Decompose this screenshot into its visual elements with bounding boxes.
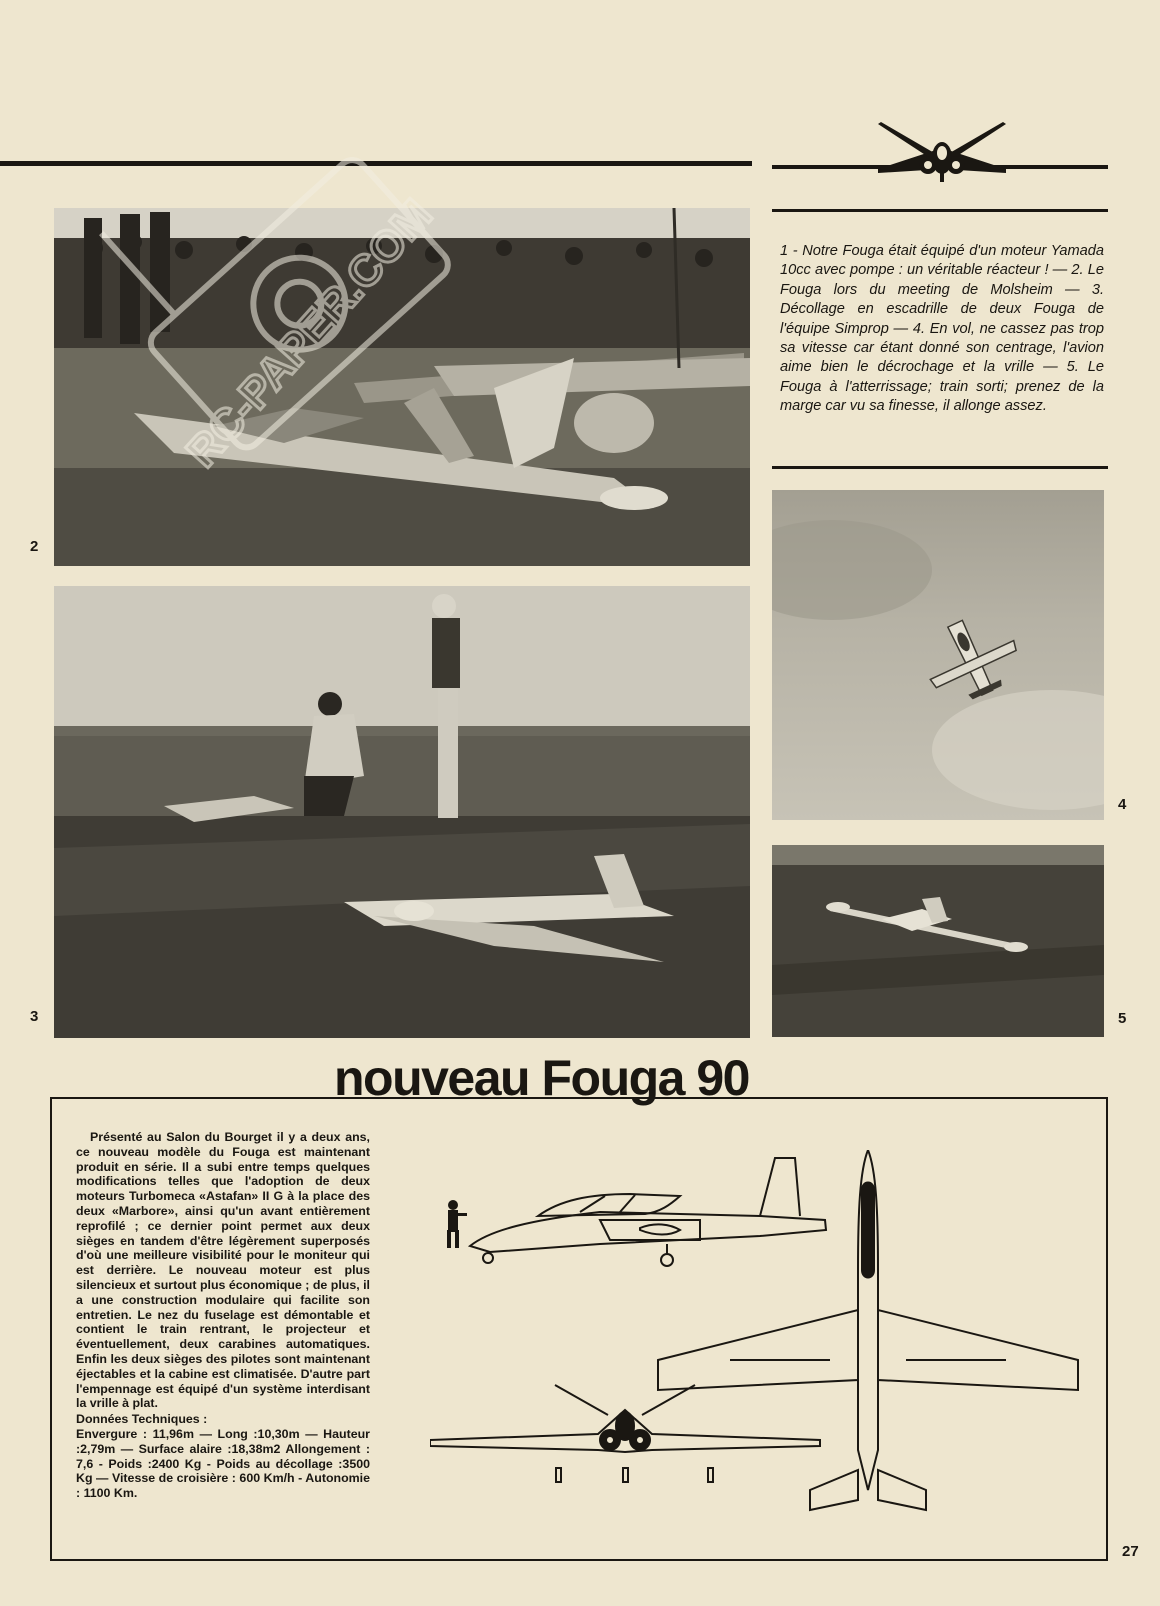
technical-data bbox=[76, 1412, 370, 1501]
figure-number: 4 bbox=[1118, 796, 1127, 813]
front-view bbox=[430, 1385, 820, 1482]
figure-number: 5 bbox=[1118, 1010, 1127, 1027]
fouga-three-view-drawing bbox=[430, 1150, 1100, 1550]
article-body: Présenté au Salon du Bourget il y a deux ans, ce nouveau modèle du Fouga est maintenant produit en série. Il a subi entre temps quelques modifications telles que l'adoption de deux moteurs Turbomeca «Astafan» II G à la place des deux «Marbore», ainsi qu'un avant entièrement reprofilé ; ce dernier point permet aux deux sièges en tandem d'être légèrement superposés d'où une meilleure visibilité pour le moniteur qui est derrière. Le nouveau moteur est plus silencieux et surtout plus économique ; de plus, il a une construction modulaire qui facilite son entretien. Le nez du fuselage est démontable et contient le train rentrant, le projecteur et éventuellement, deux carabines automatiques. Enfin les deux sièges des pilotes sont maintenant éjectables et la cabine est climatisée. D'autre part l'empennage est équipé d'un système interdisant la vrille à plat. bbox=[76, 1130, 370, 1411]
jet-front-view-icon bbox=[872, 118, 1012, 186]
pilot-figure-icon bbox=[447, 1200, 467, 1248]
side-view bbox=[470, 1158, 826, 1266]
page-number: 27 bbox=[1122, 1543, 1139, 1560]
caption-rule-top bbox=[772, 209, 1108, 212]
caption-rule-bottom bbox=[772, 466, 1108, 469]
article-title: nouveau Fouga 90 bbox=[334, 1050, 749, 1106]
photo-caption: 1 - Notre Fouga était équipé d'un moteur Yamada 10cc avec pompe : un véritable réacteur ! — 2. Le Fouga lors du meeting de Molsheim — 3. Décollage en escadrille de deux Fouga de l'équipe Simprop — 4. En vol, ne cassez pas trop sa vitesse car étant donné son centrage, l'avion aime bien le décrochage et la vrille — 5. Le Fouga à l'atterrissage; train sorti; prenez de la marge car vu sa finesse, il allonge assez. bbox=[780, 243, 1104, 415]
top-view bbox=[658, 1150, 1078, 1510]
photo-fouga-takeoff bbox=[54, 586, 750, 1038]
photo-fouga-in-flight bbox=[772, 490, 1104, 820]
rc-paper-watermark bbox=[86, 90, 506, 510]
figure-number: 3 bbox=[30, 1008, 39, 1025]
figure-number: 2 bbox=[30, 538, 39, 555]
watermark-text: RC-PAPER.COM bbox=[177, 190, 442, 477]
article-text bbox=[76, 1130, 370, 1501]
specs-values: Envergure : 11,96m — Long :10,30m — Hauteur :2,79m — Surface alaire :18,38m2 Allongement : 7,6 - Poids :2400 Kg - Poids au décollage :3500 Kg — Vitesse de croisière : 600 Km/h - Autonomie : 1100 Km. bbox=[76, 1426, 370, 1501]
specs-heading: Données Techniques : bbox=[76, 1412, 208, 1427]
photo-fouga-landing bbox=[772, 845, 1104, 1037]
